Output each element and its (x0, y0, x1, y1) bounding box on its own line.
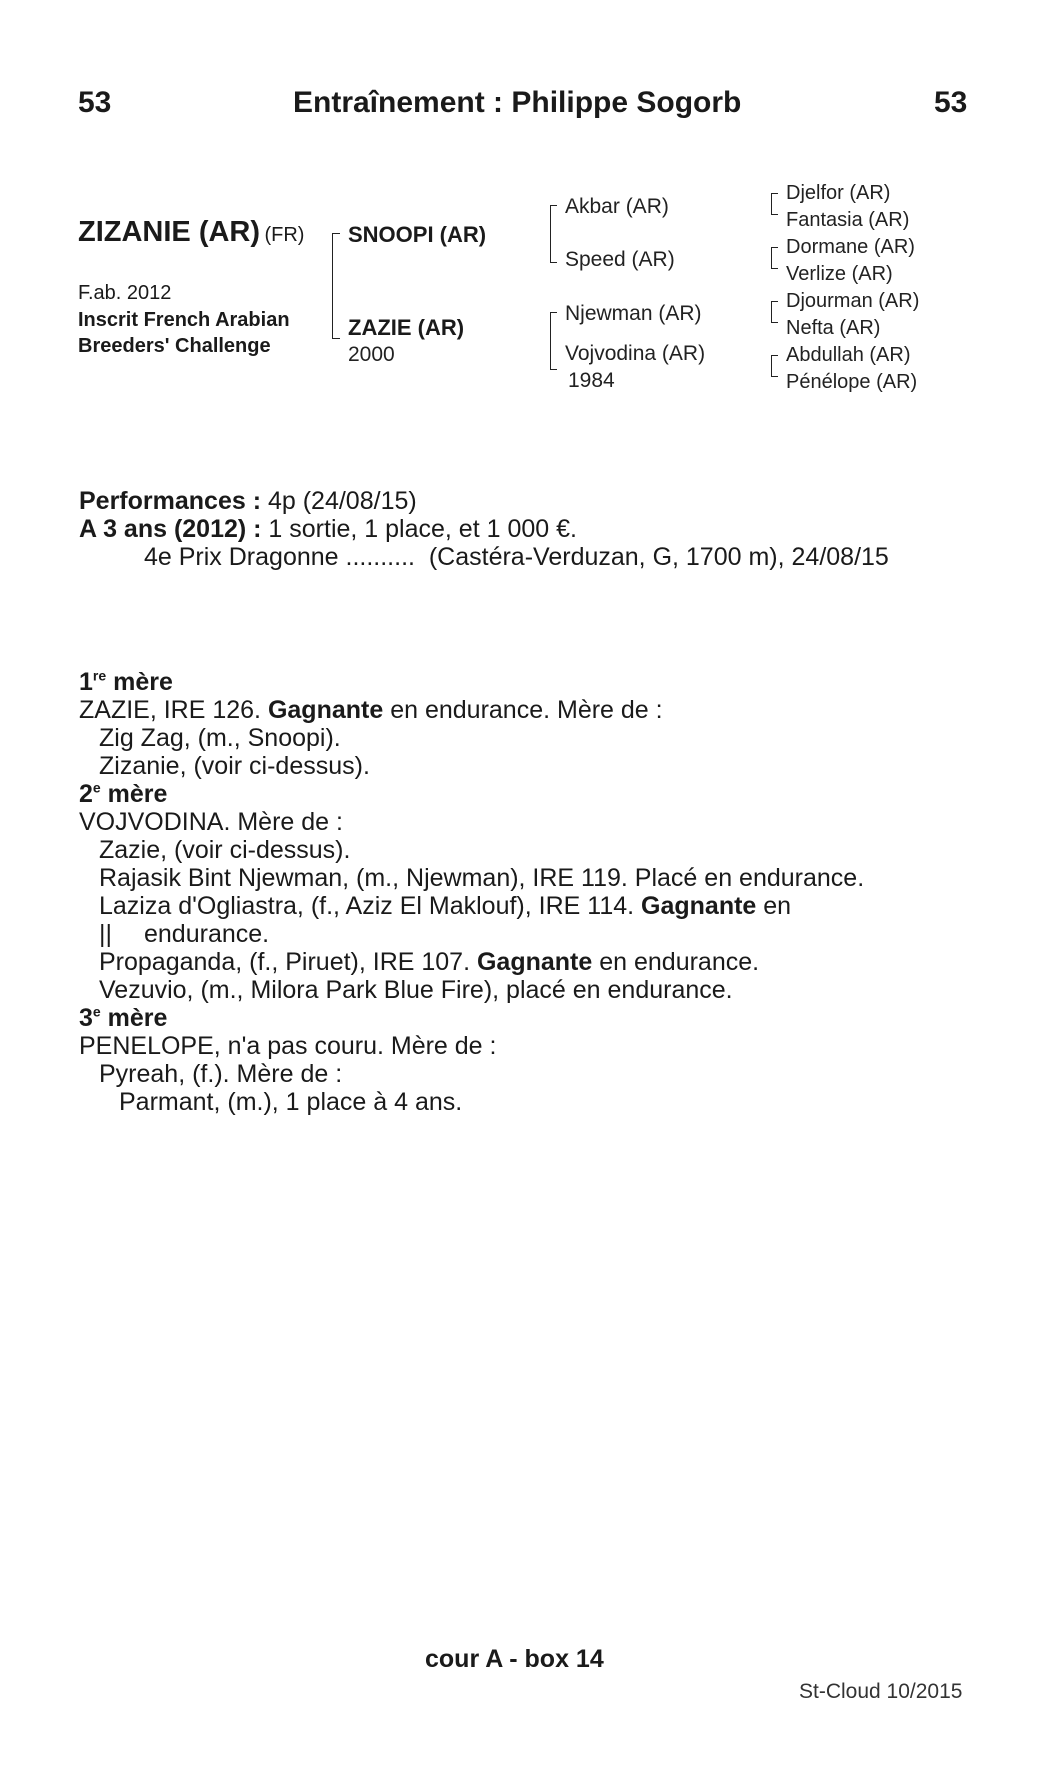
pedigree-bracket-g3 (771, 247, 778, 269)
second-dam-sup: e (92, 779, 101, 796)
second-dam-heading (79, 780, 167, 808)
footer-event: St-Cloud 10/2015 (799, 1680, 963, 1703)
first-dam-heading (79, 668, 173, 696)
performances-value: 4p (24/08/15) (261, 487, 417, 515)
pedigree-bracket-g2 (550, 205, 557, 263)
first-dam-child: Zizanie, (voir ci-dessus). (99, 752, 370, 780)
first-dam-intro-text: ZAZIE, IRE 126. (79, 696, 268, 724)
pedigree-g3-entry: Pénélope (AR) (786, 371, 918, 393)
second-dam-child (99, 948, 759, 976)
pedigree-bracket-g3 (771, 355, 778, 377)
child-winner: Gagnante (641, 892, 757, 920)
pedigree-bracket-g3 (771, 193, 778, 215)
child-text: Propaganda, (f., Piruet), IRE 107. (99, 948, 477, 976)
third-dam-heading (79, 1004, 167, 1032)
third-dam-intro: PENELOPE, n'a pas couru. Mère de : (79, 1032, 497, 1060)
pedigree-g3-entry: Djelfor (AR) (786, 182, 891, 204)
performances-line (79, 487, 417, 515)
footer-location: cour A - box 14 (425, 1645, 604, 1673)
pedigree-g3-entry: Nefta (AR) (786, 317, 881, 339)
third-dam-grandchild: Parmant, (m.), 1 place à 4 ans. (119, 1088, 463, 1116)
first-dam-sup: re (92, 667, 107, 684)
horse-name-block (78, 216, 304, 249)
page-number-right: 53 (934, 86, 968, 119)
race-result: 4e Prix Dragonne .......... (Castéra-Verduzan, G, 1700 m), 24/08/15 (144, 543, 889, 571)
third-dam-label: mère (100, 1004, 168, 1032)
pedigree-bracket-g1 (332, 233, 333, 338)
second-dam-num: 2 (79, 780, 93, 808)
pedigree-g3-entry: Abdullah (AR) (786, 344, 911, 366)
continuation-text: endurance. (144, 920, 270, 948)
performances-label: Performances : (79, 487, 262, 515)
second-dam-label: mère (100, 780, 168, 808)
pedigree-g3-entry: Verlize (AR) (786, 263, 893, 285)
second-dam-child: Zazie, (voir ci-dessus). (99, 836, 351, 864)
inscription-line2: Breeders' Challenge (78, 335, 271, 357)
pedigree-bracket-g3 (771, 301, 778, 323)
pedigree-dam-year: 2000 (348, 343, 395, 366)
first-dam-child: Zig Zag, (m., Snoopi). (99, 724, 341, 752)
pedigree-g3-entry: Fantasia (AR) (786, 209, 910, 231)
third-dam-child: Pyreah, (f.). Mère de : (99, 1060, 343, 1088)
horse-origin: (FR) (264, 224, 305, 246)
horse-info: F.ab. 2012 (78, 282, 172, 304)
inscription-line1: Inscrit French Arabian (78, 309, 290, 331)
pedigree-dam-dam: Vojvodina (AR) (565, 342, 706, 365)
first-dam-num: 1 (79, 668, 93, 696)
horse-name: ZIZANIE (AR) (78, 216, 261, 248)
age-value: 1 sortie, 1 place, et 1 000 €. (261, 515, 577, 543)
first-dam-winner: Gagnante (267, 696, 384, 724)
second-dam-child: Rajasik Bint Njewman, (m., Njewman), IRE 119. Placé en endurance. (99, 864, 865, 892)
first-dam-label: mère (106, 668, 173, 696)
pedigree-sire-dam: Speed (AR) (565, 248, 675, 271)
child-text-end: en endurance. (592, 948, 760, 976)
pedigree-g3-entry: Djourman (AR) (786, 290, 920, 312)
pedigree-dam-sire: Njewman (AR) (565, 302, 702, 325)
child-text: Laziza d'Ogliastra, (f., Aziz El Maklouf), IRE 114. (99, 892, 642, 920)
continuation-mark: || (99, 920, 112, 948)
pedigree-dam-dam-year: 1984 (568, 369, 615, 392)
child-winner: Gagnante (476, 948, 593, 976)
pedigree-dam: ZAZIE (AR) (348, 315, 465, 340)
second-dam-child: Vezuvio, (m., Milora Park Blue Fire), placé en endurance. (99, 976, 733, 1004)
pedigree-tick (332, 233, 340, 234)
pedigree-tick (332, 338, 340, 339)
second-dam-intro: VOJVODINA. Mère de : (79, 808, 343, 836)
third-dam-num: 3 (79, 1004, 93, 1032)
third-dam-sup: e (92, 1003, 101, 1020)
second-dam-child (99, 892, 791, 920)
child-text-end: en (756, 892, 792, 920)
pedigree-sire: SNOOPI (AR) (348, 222, 487, 247)
first-dam-intro-end: en endurance. Mère de : (383, 696, 663, 724)
age-line (79, 515, 577, 543)
pedigree-g3-entry: Dormane (AR) (786, 236, 915, 258)
page-number-left: 53 (78, 86, 112, 119)
pedigree-bracket-g2 (550, 312, 557, 370)
pedigree-sire-sire: Akbar (AR) (565, 195, 669, 218)
age-label: A 3 ans (2012) : (79, 515, 262, 543)
first-dam-intro (79, 696, 663, 724)
page-title: Entraînement : Philippe Sogorb (293, 86, 742, 119)
